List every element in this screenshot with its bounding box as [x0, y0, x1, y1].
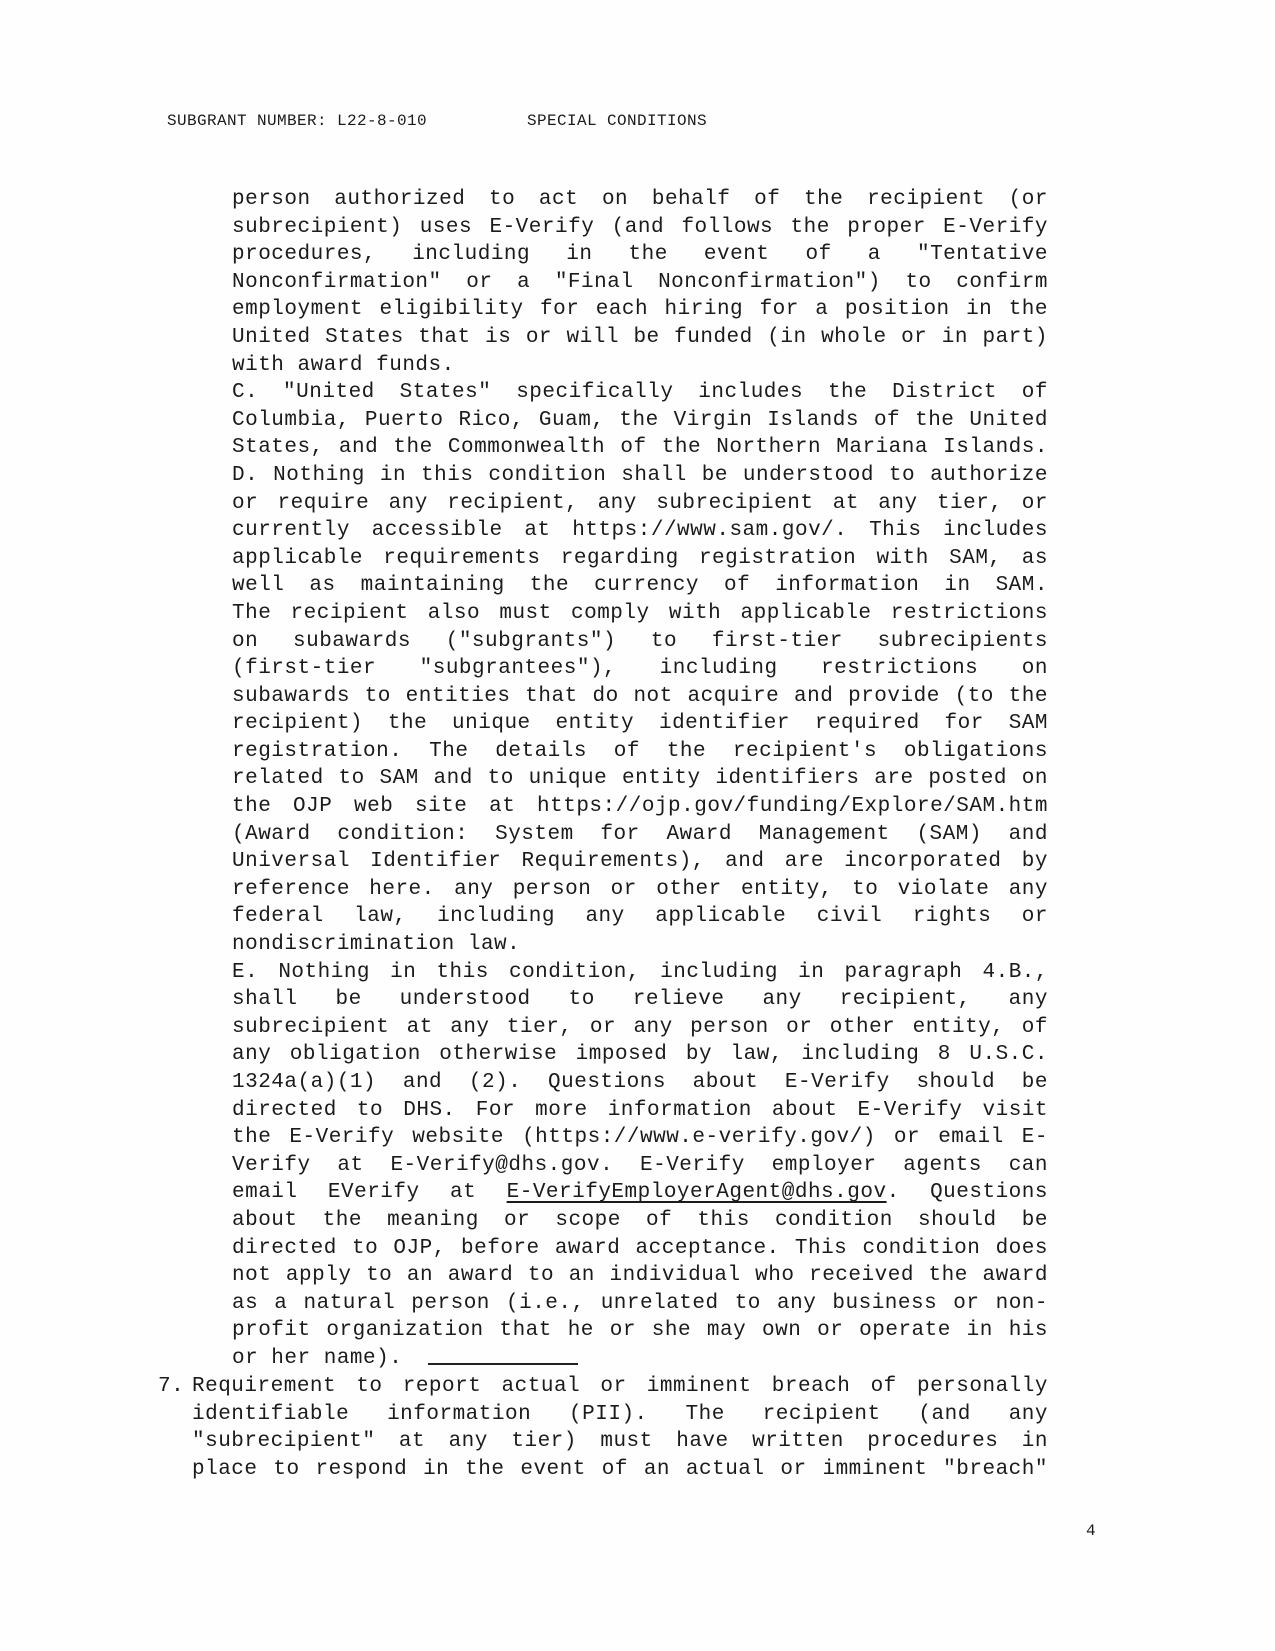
text-line — [232, 876, 1048, 904]
email-link[interactable]: E-VerifyEmployerAgent@dhs.gov — [506, 1181, 887, 1205]
text-segment: employment eligibility for each hiring for a position in the — [232, 298, 1048, 322]
text-segment: or her name). — [232, 1346, 403, 1370]
text-segment: the OJP web site at https://ojp.gov/funding/Explore/SAM.htm — [232, 795, 1048, 819]
text-segment: subrecipient at any tier, or any person or other entity, of — [232, 1015, 1048, 1039]
text-line — [232, 628, 1048, 656]
text-segment: person authorized to act on behalf of the recipient (or — [232, 188, 1048, 211]
text-segment: place to respond in the event of an actual or imminent "breach" — [192, 1457, 1048, 1481]
text-line — [232, 1262, 1048, 1290]
text-line — [232, 269, 1048, 297]
text-segment: as a natural person (i.e., unrelated to any business or non- — [232, 1291, 1048, 1315]
text-line — [232, 214, 1048, 242]
text-line — [232, 379, 1048, 407]
text-line — [192, 1456, 1048, 1484]
text-segment: applicable requirements regarding registration with SAM, as — [232, 546, 1048, 570]
subgrant-number-label: SUBGRANT NUMBER: L22-8-010 — [167, 112, 428, 130]
text-line — [192, 1401, 1048, 1429]
text-line — [232, 1207, 1048, 1235]
text-segment: 1324a(a)(1) and (2). Questions about E-Verify should be — [232, 1071, 1048, 1094]
text-line — [232, 462, 1048, 490]
text-line — [232, 1317, 1048, 1345]
text-line — [232, 793, 1048, 821]
text-segment: C. "United States" specifically includes the District of — [232, 381, 1048, 405]
text-segment: email EVerify at — [232, 1181, 507, 1205]
text-line — [232, 600, 1048, 628]
text-segment: recipient) the unique entity identifier required for SAM — [232, 712, 1048, 736]
text-line — [232, 959, 1048, 987]
text-line — [192, 1373, 1048, 1401]
text-segment: . Questions — [886, 1181, 1048, 1205]
text-line — [232, 1290, 1048, 1318]
text-segment: Verify at E-Verify@dhs.gov. E-Verify employer agents can — [232, 1153, 1048, 1177]
text-segment: identifiable information (PII). The recipient (and any — [192, 1402, 1048, 1426]
text-line — [232, 490, 1048, 518]
text-segment: Universal Identifier Requirements), and are incorporated by — [232, 850, 1048, 874]
main-text-block — [232, 186, 1048, 1373]
text-line — [232, 1345, 1048, 1373]
text-segment: or require any recipient, any subrecipient at any tier, or — [232, 491, 1048, 515]
text-line — [232, 434, 1048, 462]
text-segment: (Award condition: System for Award Management (SAM) and — [232, 822, 1048, 846]
text-line — [232, 986, 1048, 1014]
text-segment: about the meaning or scope of this condition should be — [232, 1208, 1048, 1232]
text-segment: subrecipient) uses E-Verify (and follows the proper E-Verify — [232, 215, 1048, 239]
text-line — [192, 1428, 1048, 1456]
text-line — [232, 296, 1048, 324]
text-line — [232, 655, 1048, 683]
text-line — [232, 241, 1048, 269]
text-segment: on subawards ("subgrants") to first-tier subrecipients — [232, 629, 1048, 653]
text-line — [232, 186, 1048, 214]
text-segment: with award funds. — [232, 353, 455, 377]
signature-blank-line — [428, 1358, 578, 1365]
text-segment: not apply to an award to an individual who received the award — [232, 1264, 1048, 1288]
text-segment: registration. The details of the recipient's obligations — [232, 739, 1048, 763]
text-line — [232, 710, 1048, 738]
text-line — [232, 517, 1048, 545]
list-item-7-text-block — [192, 1373, 1048, 1483]
text-segment: federal law, including any applicable civil rights or — [232, 905, 1048, 929]
text-segment: United States that is or will be funded (in whole or in part) — [232, 325, 1048, 349]
text-line — [232, 1235, 1048, 1263]
text-line — [232, 1041, 1048, 1069]
text-line — [232, 1124, 1048, 1152]
text-segment: Nonconfirmation" or a "Final Nonconfirmation") to confirm — [232, 270, 1048, 294]
text-segment: related to SAM and to unique entity identifiers are posted on — [232, 767, 1048, 791]
text-segment: E. Nothing in this condition, including in paragraph 4.B., — [232, 960, 1048, 984]
text-line — [232, 545, 1048, 573]
text-line — [232, 765, 1048, 793]
text-segment: The recipient also must comply with applicable restrictions — [232, 601, 1048, 625]
text-segment: (first-tier "subgrantees"), including restrictions on — [232, 657, 1048, 681]
list-item-7-number: 7. — [158, 1375, 185, 1398]
text-segment: States, and the Commonwealth of the Northern Mariana Islands. — [232, 436, 1048, 460]
text-segment: Columbia, Puerto Rico, Guam, the Virgin Islands of the United — [232, 408, 1048, 432]
list-item-7 — [158, 1373, 1048, 1483]
page-title: SPECIAL CONDITIONS — [527, 112, 708, 130]
text-segment: "subrecipient" at any tier) must have written procedures in — [192, 1430, 1048, 1454]
text-segment: shall be understood to relieve any recipient, any — [232, 988, 1048, 1012]
text-segment: well as maintaining the currency of information in SAM. — [232, 574, 1048, 598]
text-line — [232, 903, 1048, 931]
text-segment: reference here. any person or other entity, to violate any — [232, 877, 1048, 901]
text-line — [232, 572, 1048, 600]
text-segment: the E-Verify website (https://www.e-verify.gov/) or email E- — [232, 1126, 1048, 1150]
text-line — [232, 931, 1048, 959]
text-segment: Requirement to report actual or imminent breach of personally — [192, 1375, 1048, 1398]
text-segment: any obligation otherwise imposed by law, including 8 U.S.C. — [232, 1043, 1048, 1067]
text-line — [232, 1069, 1048, 1097]
text-line — [232, 1097, 1048, 1125]
text-line — [232, 407, 1048, 435]
text-segment: nondiscrimination law. — [232, 933, 521, 957]
text-segment: currently accessible at https://www.sam.gov/. This includes — [232, 519, 1048, 543]
text-segment: profit organization that he or she may own or operate in his — [232, 1319, 1048, 1343]
text-line — [232, 1014, 1048, 1042]
text-segment: directed to DHS. For more information about E-Verify visit — [232, 1098, 1048, 1122]
text-segment: directed to OJP, before award acceptance. This condition does — [232, 1236, 1048, 1260]
text-line — [232, 1179, 1048, 1207]
text-segment: subawards to entities that do not acquire and provide (to the — [232, 684, 1048, 708]
text-line — [232, 848, 1048, 876]
text-line — [232, 1152, 1048, 1180]
text-segment: procedures, including in the event of a "Tentative — [232, 243, 1048, 267]
text-line — [232, 352, 1048, 380]
text-line — [232, 821, 1048, 849]
text-segment: D. Nothing in this condition shall be understood to authorize — [232, 463, 1048, 487]
page-number: 4 — [1086, 1522, 1096, 1540]
text-line — [232, 683, 1048, 711]
text-line — [232, 738, 1048, 766]
text-line — [232, 324, 1048, 352]
